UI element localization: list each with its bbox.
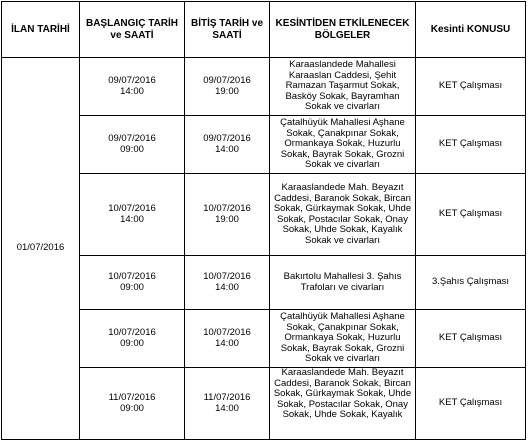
header-bitis: BİTİŞ TARİH ve SAATİ xyxy=(185,2,270,58)
start-time: 09:00 xyxy=(120,281,144,293)
topic-cell: 3.Şahıs Çalışması xyxy=(416,256,526,310)
start-time: 09:00 xyxy=(120,402,144,414)
start-cell xyxy=(80,174,185,256)
end-cell xyxy=(185,116,270,174)
topic-cell: KET Çalışması xyxy=(416,116,526,174)
regions-cell: Karaaslandede Mahallesi Karaaslan Caddesi, Şehit Ramazan Taşarmut Sokak, Basköy Sokak, Bayramhan Sokak ve civarları xyxy=(270,58,416,116)
end-date: 10/07/2016 xyxy=(203,203,251,214)
end-date: 10/07/2016 xyxy=(203,271,251,282)
regions-cell: Karaaslandede Mah. Beyazıt Caddesi, Baranok Sokak, Bircan Sokak, Gürkaymak Sokak, Uhde Sokak, Postacılar Sokak, Onay Sokak, Uhde Sokak, Kayalık Sokak ve civarları xyxy=(270,174,416,256)
topic-cell: KET Çalışması xyxy=(416,310,526,368)
end-date: 10/07/2016 xyxy=(203,327,251,338)
start-date: 10/07/2016 xyxy=(108,327,156,338)
end-date: 09/07/2016 xyxy=(203,133,251,144)
regions-cell: Çatalhüyük Mahallesi Aşhane Sokak, Çanakpınar Sokak, Ormankaya Sokak, Huzurlu Sokak, Bayrak Sokak, Grozni Sokak ve civarları xyxy=(270,116,416,174)
table-row xyxy=(2,368,526,440)
table-row xyxy=(2,116,526,174)
outage-table-wrapper xyxy=(1,1,526,440)
start-date: 10/07/2016 xyxy=(108,271,156,282)
end-cell xyxy=(185,58,270,116)
start-date: 09/07/2016 xyxy=(108,133,156,144)
header-row xyxy=(2,2,526,58)
end-cell xyxy=(185,256,270,310)
end-time: 14:00 xyxy=(215,337,239,349)
ilan-tarihi-cell: 01/07/2016 xyxy=(2,58,80,440)
end-cell xyxy=(185,368,270,440)
end-cell xyxy=(185,174,270,256)
header-baslangic: BAŞLANGIÇ TARİH ve SAATİ xyxy=(80,2,185,58)
table-row xyxy=(2,256,526,310)
regions-cell: Çatalhüyük Mahallesi Aşhane Sokak, Çanakpınar Sokak, Ormankaya Sokak, Huzurlu Sokak, Bayrak Sokak, Grozni Sokak ve civarları xyxy=(270,310,416,368)
table-row xyxy=(2,58,526,116)
header-bolgeler: KESİNTİDEN ETKİLENECEK BÖLGELER xyxy=(270,2,416,58)
start-time: 14:00 xyxy=(120,213,144,225)
end-time: 19:00 xyxy=(215,85,239,97)
start-time: 09:00 xyxy=(120,143,144,155)
start-time: 09:00 xyxy=(120,337,144,349)
start-cell xyxy=(80,368,185,440)
regions-cell: Bakırtolu Mahallesi 3. Şahıs Trafoları ve civarları xyxy=(270,256,416,310)
topic-cell: KET Çalışması xyxy=(416,58,526,116)
end-time: 14:00 xyxy=(215,281,239,293)
start-cell xyxy=(80,58,185,116)
regions-cell: Karaaslandede Mah. Beyazıt Caddesi, Baranok Sokak, Bircan Sokak, Gürkaymak Sokak, Uhde Sokak, Postacılar Sokak, Onay Sokak, Uhde Sokak, Kayalık xyxy=(270,368,416,440)
end-time: 14:00 xyxy=(215,143,239,155)
start-cell xyxy=(80,256,185,310)
table-row xyxy=(2,310,526,368)
end-cell xyxy=(185,310,270,368)
outage-table xyxy=(1,1,526,440)
header-ilan-tarihi: İLAN TARİHİ xyxy=(2,2,80,58)
end-date: 11/07/2016 xyxy=(203,392,251,403)
start-cell xyxy=(80,310,185,368)
header-konu: Kesinti KONUSU xyxy=(416,2,526,58)
start-date: 11/07/2016 xyxy=(108,392,156,403)
topic-cell: KET Çalışması xyxy=(416,368,526,440)
end-date: 09/07/2016 xyxy=(203,75,251,86)
topic-cell: KET Çalışması xyxy=(416,174,526,256)
start-time: 14:00 xyxy=(120,85,144,97)
start-date: 10/07/2016 xyxy=(108,203,156,214)
end-time: 19:00 xyxy=(215,213,239,225)
start-cell xyxy=(80,116,185,174)
end-time: 14:00 xyxy=(215,402,239,414)
start-date: 09/07/2016 xyxy=(108,75,156,86)
table-row xyxy=(2,174,526,256)
